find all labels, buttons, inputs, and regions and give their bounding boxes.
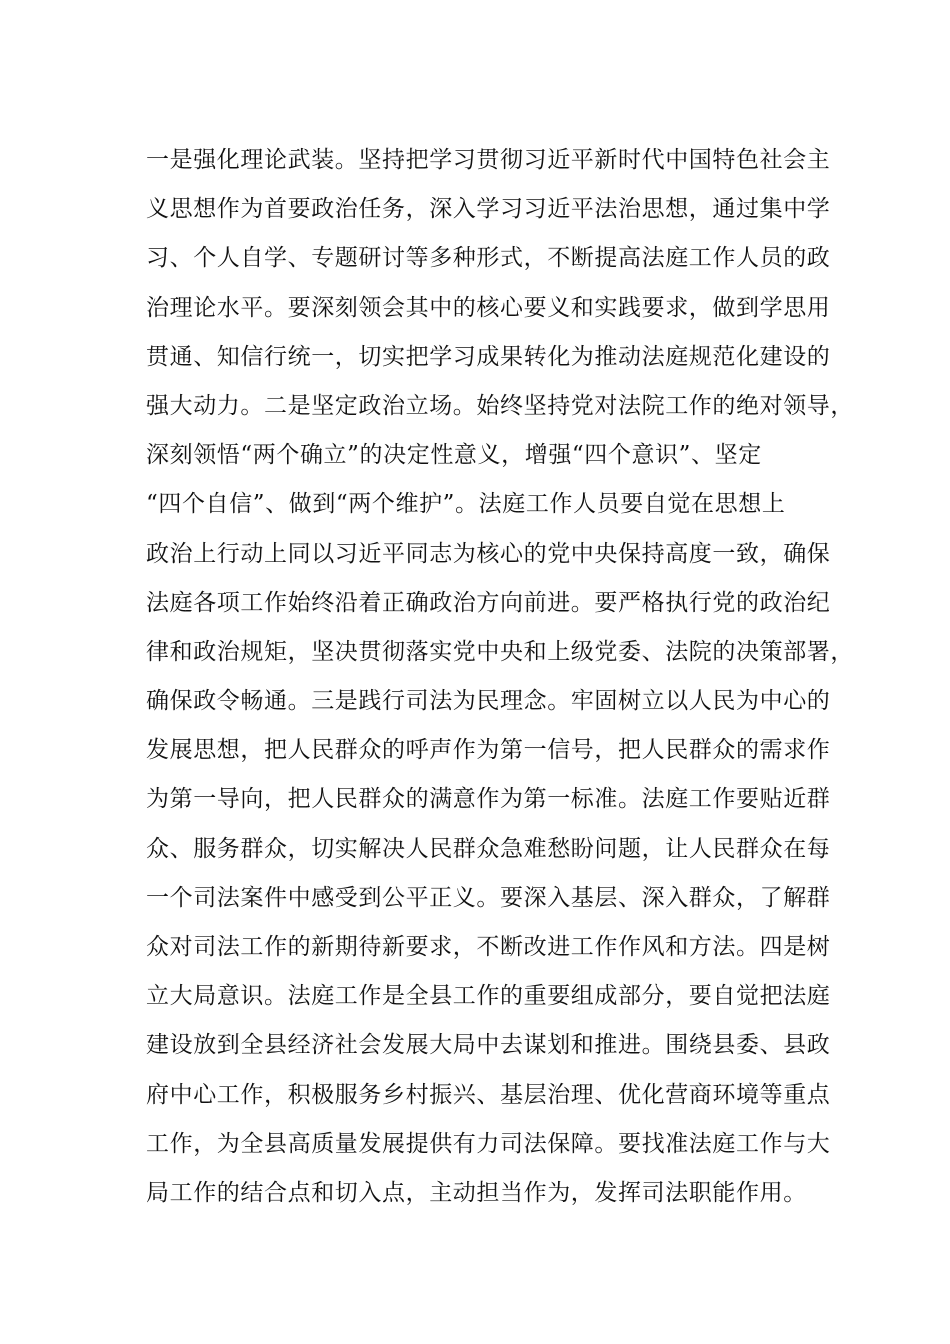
text-line-10: 法庭各项工作始终沿着正确政治方向前进。要严格执行党的政治纪: [146, 589, 831, 616]
text-line-4: 治理论水平。要深刻领会其中的核心要义和实践要求，做到学思用: [146, 294, 831, 321]
body-paragraph: [146, 136, 854, 1218]
text-line-11: 律和政治规矩，坚决贯彻落实党中央和上级党委、法院的决策部署，: [146, 638, 854, 665]
text-line-2: 义思想作为首要政治任务，深入学习习近平法治思想，通过集中学: [146, 196, 831, 223]
text-line-8: “四个自信”、做到“两个维护”。法庭工作人员要自觉在思想上: [146, 491, 786, 518]
text-line-1: 一是强化理论武装。坚持把学习贯彻习近平新时代中国特色社会主: [146, 147, 831, 173]
text-line-12: 确保政令畅通。三是践行司法为民理念。牢固树立以人民为中心的: [146, 688, 831, 715]
text-line-9: 政治上行动上同以习近平同志为核心的党中央保持高度一致，确保: [146, 540, 831, 567]
text-line-15: 众、服务群众，切实解决人民群众急难愁盼问题，让人民群众在每: [146, 835, 831, 862]
text-line-21: 工作，为全县高质量发展提供有力司法保障。要找准法庭工作与大: [146, 1130, 831, 1157]
text-line-20: 府中心工作，积极服务乡村振兴、基层治理、优化营商环境等重点: [146, 1081, 831, 1108]
text-line-7: 深刻领悟“两个确立”的决定性意义，增强“四个意识”、坚定: [146, 442, 762, 469]
text-line-3: 习、个人自学、专题研讨等多种形式，不断提高法庭工作人员的政: [146, 245, 831, 272]
text-line-22: 局工作的结合点和切入点，主动担当作为，发挥司法职能作用。: [146, 1179, 807, 1206]
text-line-14: 为第一导向，把人民群众的满意作为第一标准。法庭工作要贴近群: [146, 786, 831, 813]
text-line-16: 一个司法案件中感受到公平正义。要深入基层、深入群众，了解群: [146, 884, 831, 911]
text-line-18: 立大局意识。法庭工作是全县工作的重要组成部分，要自觉把法庭: [146, 983, 831, 1010]
text-line-5: 贯通、知信行统一，切实把学习成果转化为推动法庭规范化建设的: [146, 343, 831, 370]
text-line-13: 发展思想，把人民群众的呼声作为第一信号，把人民群众的需求作: [146, 737, 831, 764]
text-line-17: 众对司法工作的新期待新要求，不断改进工作作风和方法。四是树: [146, 934, 831, 960]
text-line-6: 强大动力。二是坚定政治立场。始终坚持党对法院工作的绝对领导，: [146, 392, 854, 419]
text-line-19: 建设放到全县经济社会发展大局中去谋划和推进。围绕县委、县政: [146, 1032, 831, 1059]
